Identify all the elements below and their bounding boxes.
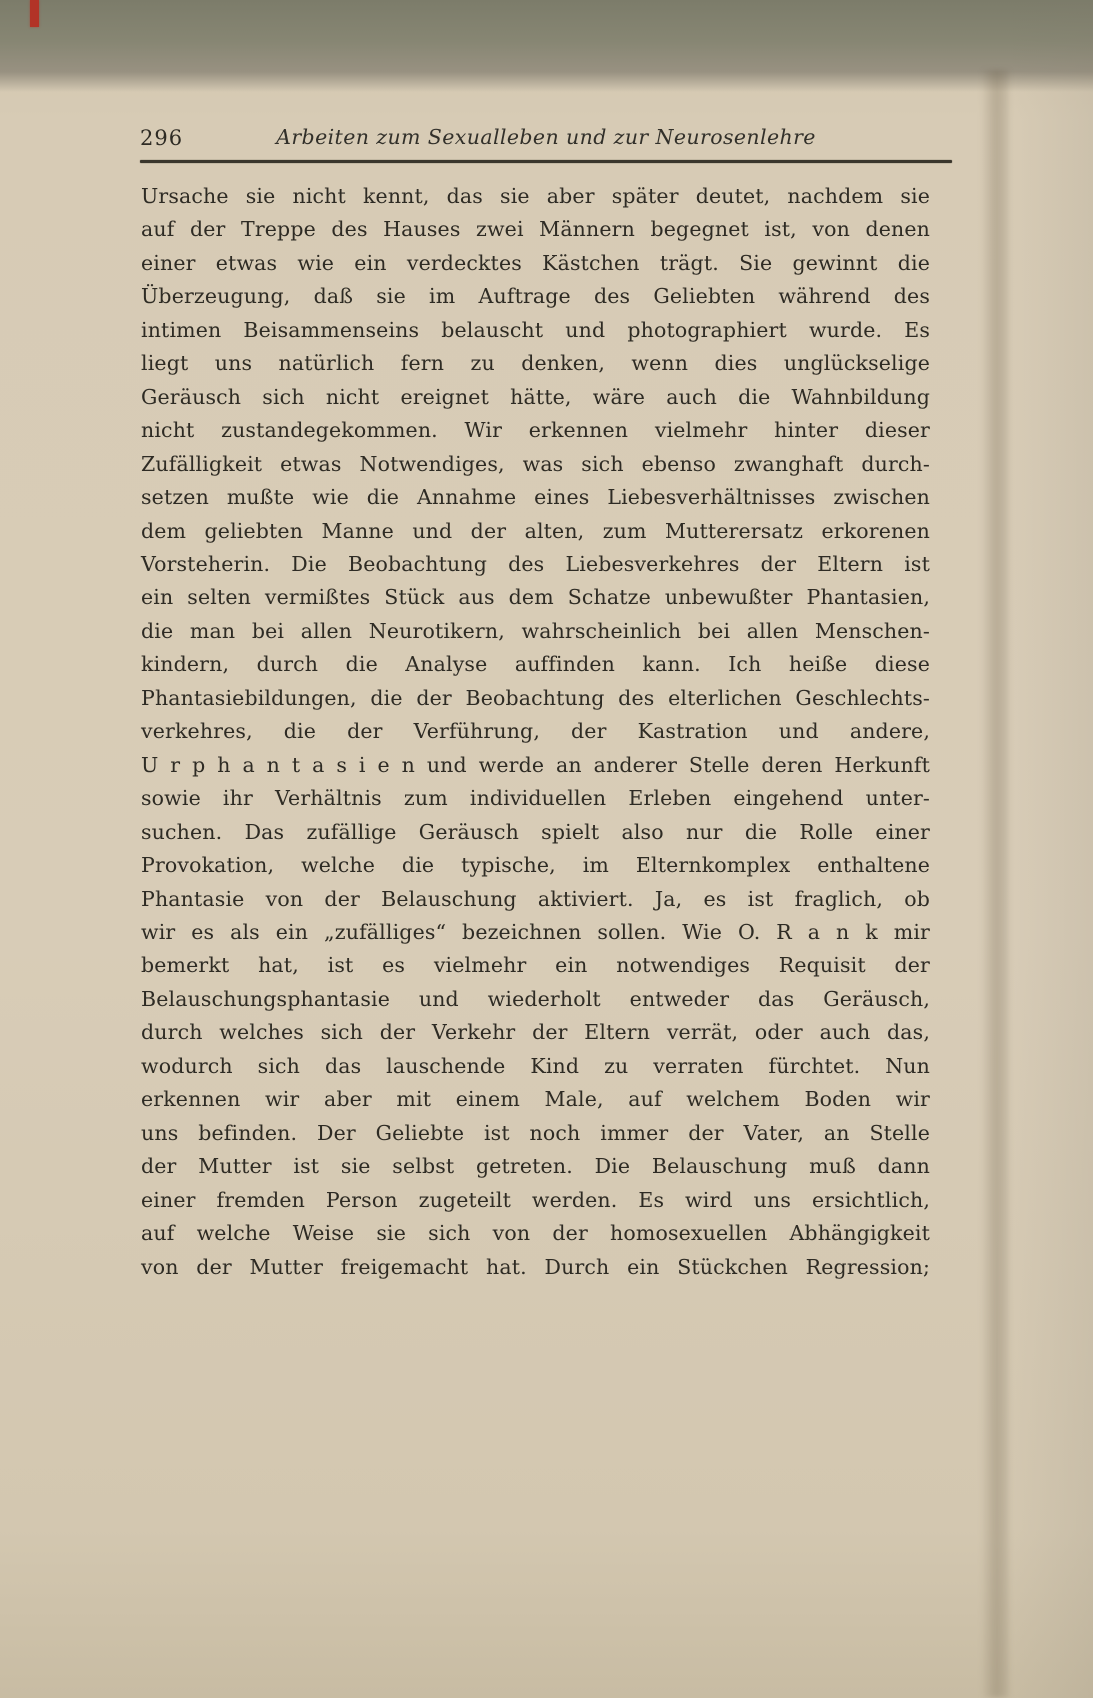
text-line: Zufälligkeit etwas Notwendiges, was sich ebenso zwanghaft durch- <box>141 451 930 476</box>
text-line: auf der Treppe des Hauses zwei Männern begegnet ist, von denen <box>141 217 930 242</box>
page-right-edge <box>1009 0 1093 1698</box>
text-line: durch welches sich der Verkehr der Eltern verrät, oder auch das, <box>141 1020 930 1045</box>
page-number: 296 <box>140 126 184 150</box>
text-line: liegt uns natürlich fern zu denken, wenn dies unglückselige <box>141 351 930 376</box>
text-line: dem geliebten Manne und der alten, zum Mutterersatz erkorenen <box>141 518 930 543</box>
text-line: verkehres, die der Verführung, der Kastration und andere, <box>141 719 930 744</box>
text-line: wodurch sich das lauschende Kind zu verraten fürchtet. Nun <box>141 1053 930 1078</box>
text-line: die man bei allen Neurotikern, wahrscheinlich bei allen Menschen- <box>141 618 930 643</box>
text-line: U r p h a n t a s i e n und werde an anderer Stelle deren Herkunft <box>141 752 930 777</box>
text-line: auf welche Weise sie sich von der homosexuellen Abhängigkeit <box>141 1221 930 1246</box>
text-line: Belauschungsphantasie und wiederholt entweder das Geräusch, <box>141 986 930 1011</box>
text-line: von der Mutter freigemacht hat. Durch ein Stückchen Regression; <box>141 1254 930 1279</box>
text-line: ein selten vermißtes Stück aus dem Schatze unbewußter Phantasien, <box>141 585 930 610</box>
page-header <box>140 123 952 155</box>
text-line: einer etwas wie ein verdecktes Kästchen trägt. Sie gewinnt die <box>141 250 930 275</box>
text-line: bemerkt hat, ist es vielmehr ein notwendiges Requisit der <box>141 953 930 978</box>
text-line: sowie ihr Verhältnis zum individuellen Erleben eingehend unter- <box>141 786 930 811</box>
text-line: Phantasiebildungen, die der Beobachtung des elterlichen Geschlechts- <box>141 685 930 710</box>
text-line: setzen mußte wie die Annahme eines Liebesverhältnisses zwischen <box>141 485 930 510</box>
body-text <box>141 180 930 1284</box>
text-line: wir es als ein „zufälliges“ bezeichnen sollen. Wie O. R a n k mir <box>141 919 930 944</box>
text-line: Phantasie von der Belauschung aktiviert. Ja, es ist fraglich, ob <box>141 886 930 911</box>
text-line: Vorsteherin. Die Beobachtung des Liebesverkehres der Eltern ist <box>141 551 930 576</box>
page-curve-shadow <box>981 70 1009 1698</box>
text-line: nicht zustandegekommen. Wir erkennen vielmehr hinter dieser <box>141 418 930 443</box>
text-line: kindern, durch die Analyse auffinden kann. Ich heiße diese <box>141 652 930 677</box>
red-ink-mark <box>30 0 39 27</box>
text-line: intimen Beisammenseins belauscht und photographiert wurde. Es <box>141 317 930 342</box>
text-line: uns befinden. Der Geliebte ist noch immer der Vater, an Stelle <box>141 1120 930 1145</box>
text-line: Geräusch sich nicht ereignet hätte, wäre auch die Wahnbildung <box>141 384 930 409</box>
text-line: der Mutter ist sie selbst getreten. Die Belauschung muß dann <box>141 1154 930 1179</box>
running-header: Arbeiten zum Sexualleben und zur Neurosenlehre <box>276 125 816 149</box>
text-line: Provokation, welche die typische, im Elternkomplex enthaltene <box>141 853 930 878</box>
text-line: Überzeugung, daß sie im Auftrage des Geliebten während des <box>141 284 930 309</box>
text-line: erkennen wir aber mit einem Male, auf welchem Boden wir <box>141 1087 930 1112</box>
text-line: suchen. Das zufällige Geräusch spielt also nur die Rolle einer <box>141 819 930 844</box>
header-rule <box>140 160 952 163</box>
text-line: einer fremden Person zugeteilt werden. Es wird uns ersichtlich, <box>141 1187 930 1212</box>
text-line: Ursache sie nicht kennt, das sie aber später deutet, nachdem sie <box>141 184 930 208</box>
scan-top-edge <box>0 0 1093 92</box>
